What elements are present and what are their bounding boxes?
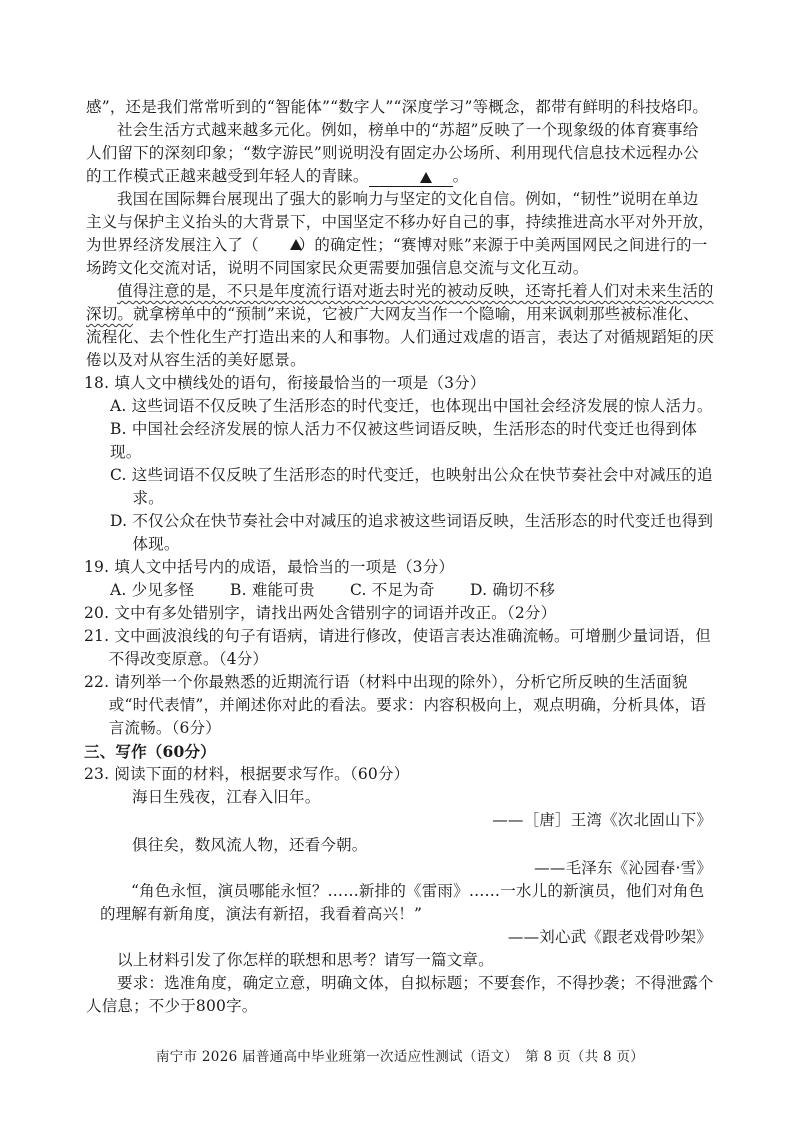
question-22: 22. 请列举一个你最熟悉的近期流行语（材料中出现的除外），分析它所反映的生活面貌或“时代表情”，并阐述你对此的看法。要求：内容积极向上，观点明确，分析具体，语言流畅。（6分） [84,673,706,737]
quote-2: 俱往矣，数风流人物，还看今朝。 [132,836,368,854]
paragraph-culture [86,188,714,280]
question-21: 21. 文中画波浪线的句子有语病，请进行修改，使语言表达准确流畅。可增删少量词语，但不得改变原意。（4分） [84,627,711,668]
paragraph-culture-a: 我国在国际舞台展现出了强大的影响力与坚定的文化自信。例如，“韧性”说明在单边主义与保护主义抬头的大背景下，中国坚定不移办好自己的事，持续推进高水平对外开放，为世界经济发展注入了（ [86,190,715,254]
question-19-option-b: B. 难能可贵 [230,581,315,599]
quote-2-source: ——毛泽东《沁园春·雪》 [534,859,712,877]
question-23-stem: 23. 阅读下面的材料，根据要求写作。（60分） [84,765,410,783]
question-18-stem: 18. 填人文中横线处的语句，衔接最恰当的一项是（3分） [84,374,486,392]
quote-3-source: ——刘心武《跟老戏骨吵架》 [507,928,712,946]
writing-requirements: 要求：选准角度，确定立意，明确文体，自拟标题；不要套作，不得抄袭；不得泄露个人信息；不少于800字。 [86,974,714,1015]
writing-prompt: 以上材料引发了你怎样的联想和思考？请写一篇文章。 [117,951,494,969]
question-19-option-c: C. 不足为奇 [350,581,435,599]
wavy-underlined-sentence: 值得注意的是，不只是年度流行语对逝去时光的被动反映，还寄托着人们对未来生活的深切。 [86,282,714,323]
paren-blank [259,234,299,257]
question-20: 20. 文中有多处错别字，请找出两处含错别字的词语并改正。（2分） [84,604,557,622]
paragraph-note [86,280,714,372]
section-writing-heading: 三、写作（60分） [84,742,216,761]
question-19-option-d: D. 确切不移 [470,581,556,599]
triangle-marker-icon [420,172,432,183]
paragraph-culture-b: ）的确定性；“赛博对账”来源于中美两国网民之间进行的一场跨文化交流对话，说明不同国家民众更需要加强信息交流与文化互动。 [86,236,708,277]
page-footer: 南宁市 2026 届普通高中毕业班第一次适应性测试（语文） 第 8 页（共 8 页） [155,1049,645,1065]
paragraph-note-rest: 就拿榜单中的“预制”来说，它被广大网友当作一个隐喻，用来讽刺那些被标准化、流程化、去个性化生产打造出来的人和事物。人们通过戏虐的语言，表达了对循规蹈矩的厌倦以及对从容生活的美好愿景。 [86,305,715,369]
question-19-options [86,579,714,602]
question-19-option-a: A. 少见多怪 [110,581,195,599]
quote-3: “角色永恒，演员哪能永恒？……新排的《雷雨》……一水儿的新演员，他们对角色的理解有新角度，演法有新招，我看着高兴！” [100,882,705,923]
question-18-option-a: A. 这些词语不仅反映了生活形态的时代变迁，也体现出中国社会经济发展的惊人活力。 [110,397,713,415]
paragraph-social-text: 社会生活方式越来越多元化。例如，榜单中的“苏超”反映了一个现象级的体育赛事给人们留下的深刻印象；“数字游民”则说明没有固定办公场所、利用现代信息技术远程办公的工作模式正越来越受到年轻人的青睐。 [86,121,699,185]
question-19-stem: 19. 填人文中括号内的成语，最恰当的一项是（3分） [84,558,455,576]
paragraph-intro-end: 感”，还是我们常常听到的“智能体”“数字人”“深度学习”等概念，都带有鲜明的科技烙印。 [86,98,709,116]
quote-1-source: ——［唐］王湾《次北固山下》 [492,811,712,829]
quote-1: 海日生残夜，江春入旧年。 [132,788,321,806]
paragraph-social-end: 。 [452,167,469,185]
fill-blank-line [369,170,453,187]
question-18-option-d: D. 不仅公众在快节奏社会中对减压的追求被这些词语反映，生活形态的时代变迁也得到体现。 [110,512,714,553]
question-18-option-b: B. 中国社会经济发展的惊人活力不仅被这些词语反映，生活形态的时代变迁也得到体现。 [110,420,698,461]
paragraph-social-life [86,119,714,188]
question-18-option-c: C. 这些词语不仅反映了生活形态的时代变迁，也映射出公众在快节奏社会中对减压的追求。 [110,466,713,507]
